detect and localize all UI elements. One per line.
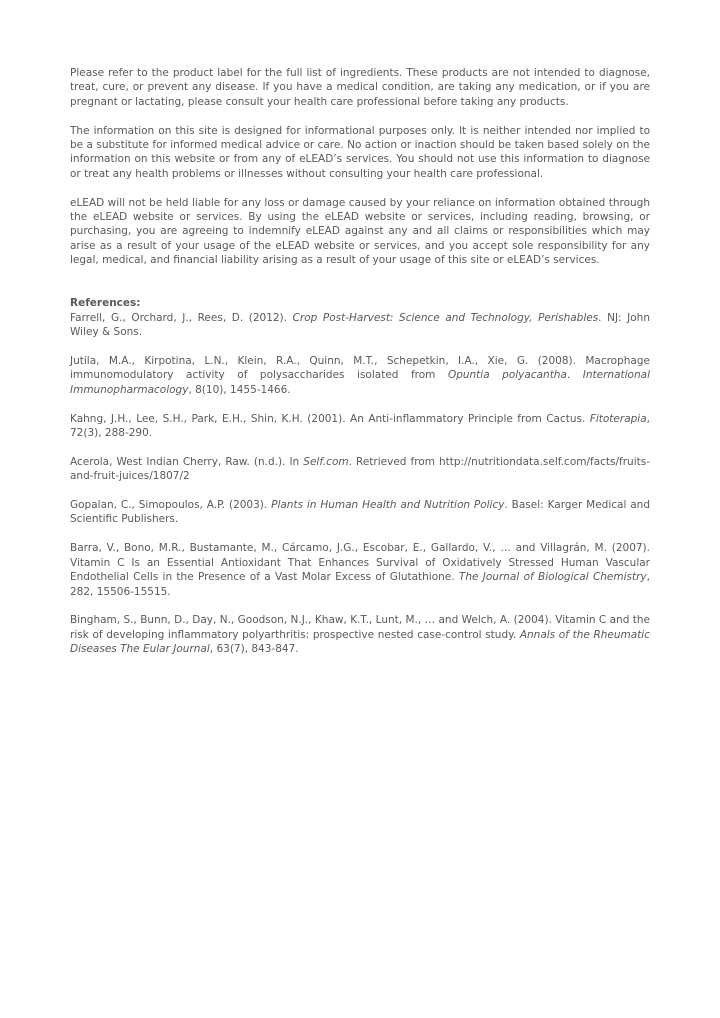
disclaimer-paragraph-informational: The information on this site is designed for informational purposes only. It is neither intended nor implied to be a substitute for informed medical advice or care. No action or inaction should be taken based solely on the information on this website or from any of eLEAD’s services. You should not use this information to diagnose or treat any health problems or illnesses without consulting your health care professional.	[70, 124, 650, 180]
reference-title-italic: Annals of the Rheumatic Diseases The Eular Journal	[70, 628, 650, 656]
reference-text: , 63(7), 843-847.	[209, 643, 299, 656]
reference-text: Bingham, S., Bunn, D., Day, N., Goodson, N.J., Khaw, K.T., Lunt, M., … and Welch, A. (2004). Vitamin C and the risk of developing inflammatory polyarthritis: prospective nested case-control study.	[70, 614, 650, 641]
reference-text: Barra, V., Bono, M.R., Bustamante, M., Cárcamo, J.G., Escobar, E., Gallardo, V., … and Villagrán, M. (2007). Vitamin C Is an Essential Antioxidant That Enhances Survival of Oxidatively Stressed Human Vascular Endothelial Cells in the Presence of a Vast Molar Excess of Glutathione.	[70, 542, 650, 584]
reference-entry-farrell	[70, 311, 650, 340]
reference-title-italic: The Journal of Biological Chemistry	[458, 571, 647, 584]
reference-text: Farrell, G., Orchard, J., Rees, D. (2012).	[70, 311, 293, 324]
reference-entry-gopalan	[70, 498, 650, 527]
reference-text: , 8(10), 1455-1466.	[188, 383, 291, 396]
disclaimer-paragraph-liability: eLEAD will not be held liable for any loss or damage caused by your reliance on information obtained through the eLEAD website or services. By using the eLEAD website or services, including reading, browsing, or purchasing, you are agreeing to indemnify eLEAD against any and all claims or responsibilities which may arise as a result of your usage of the eLEAD website or services, and you accept sole responsibility for any legal, medical, and financial liability arising as a result of your usage of this site or eLEAD’s services.	[70, 196, 650, 267]
reference-text: . Retrieved from http://nutritiondata.self.com/facts/fruits-and-fruit-juices/1807/2	[70, 455, 650, 483]
reference-text: Kahng, J.H., Lee, S.H., Park, E.H., Shin, K.H. (2001). An Anti-inflammatory Principle from Cactus.	[70, 412, 590, 425]
reference-text: Gopalan, C., Simopoulos, A.P. (2003).	[70, 499, 272, 512]
reference-entry-jutila	[70, 354, 650, 397]
disclaimer-paragraph-ingredients: Please refer to the product label for the full list of ingredients. These products are not intended to diagnose, treat, cure, or prevent any disease. If you have a medical condition, are taking any medication, or if you are pregnant or lactating, please consult your health care professional before taking any products.	[70, 67, 650, 108]
reference-text: Acerola, West Indian Cherry, Raw. (n.d.). In	[70, 455, 304, 468]
reference-title-italic: International Immunopharmacology	[70, 369, 650, 396]
reference-text: , 72(3), 288-290.	[70, 412, 650, 440]
reference-entry-bingham	[70, 613, 650, 656]
reference-text: .	[566, 369, 583, 382]
reference-title-italic: Opuntia polyacantha	[447, 369, 567, 382]
reference-title-italic: Self.com	[303, 455, 349, 468]
reference-title-italic: Crop Post-Harvest: Science and Technology, Perishables	[292, 311, 599, 324]
reference-entry-barra	[70, 541, 650, 599]
reference-title-italic: Plants in Human Health and Nutrition Policy	[271, 499, 505, 512]
reference-entry-acerola	[70, 455, 650, 484]
reference-entry-kahng	[70, 412, 650, 441]
reference-text: . Basel: Karger Medical and Scientific Publishers.	[70, 499, 650, 526]
reference-text: . NJ: John Wiley & Sons.	[70, 311, 650, 339]
reference-text: Jutila, M.A., Kirpotina, L.N., Klein, R.A., Quinn, M.T., Schepetkin, I.A., Xie, G. (2008). Macrophage immunomodulatory activity of polysaccharides isolated from	[70, 355, 650, 382]
reference-text: , 282, 15506-15515.	[70, 571, 650, 598]
reference-title-italic: Fitoterapia	[589, 412, 647, 425]
references-heading: References:	[70, 297, 141, 310]
